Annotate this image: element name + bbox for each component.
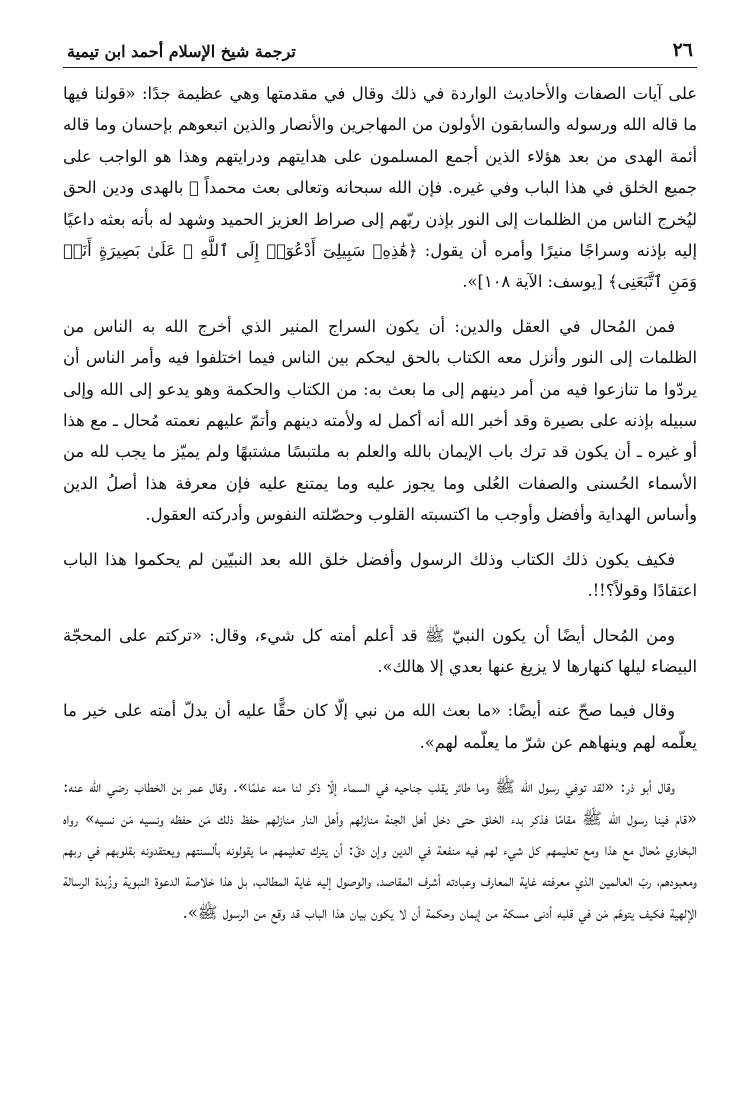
running-header: [63, 32, 697, 68]
paragraph-4: ومن المُحال أيضًا أن يكون النبيّ ﷺ قد أعلم أمته كل شيء، وقال: «تركتم على المحجّة البيضاء ليلها كنهارها لا يزيغ عنها بعدي إلا هالك».: [63, 625, 697, 676]
book-title: ترجمة شيخ الإسلام أحمد ابن تيمية: [67, 42, 296, 61]
paragraph-3: فكيف يكون ذلك الكتاب وذلك الرسول وأفضل خلق الله بعد النبيّين لم يحكموا هذا الباب اعتقادًا وقولاً؟!!.: [63, 549, 697, 601]
body-text: [63, 78, 697, 928]
paragraph-1: على آيات الصفات والأحاديث الواردة في ذلك وقال في مقدمتها وهي عظيمة جدًا: «قولنا فيها ما قاله الله ورسوله والسابقون الأولون من المهاجرين والأنصار والذين اتبعوهم بإحسان وما قاله أئمة الهدى من بعد هؤلاء الذين أجمع المسلمون على هدايتهم ودرايتهم وهذا هو الواجب على جميع الخلق في هذا الباب وفي غيره. فإن الله سبحانه وتعالى بعث محمداً ﷺ بالهدى ودين الحق ليُخرج الناس من الظلمات إلى النور بإذن ربّهم إلى صراط العزيز الحميد وشهد له بأنه بعثه داعيًا إليه بإذنه وسراجًا منيرًا وأمره أن يقول: ﴿هَٰذِهِۦ سَبِيلِىٓ أَدْعُوٓا۟ إِلَى ٱللَّهِ ۚ عَلَىٰ بَصِيرَةٍ أَنَا۠ وَمَنِ ٱتَّبَعَنِى﴾ [يوسف: الآية ١٠٨]».: [63, 84, 697, 292]
paragraph-5: وقال فيما صحّ عنه أيضًا: «ما بعث الله من نبي إلّا كان حقًّا عليه أن يدلّ أمته على خير ما يعلّمه لهم وينهاهم عن شرّ ما يعلّمه لهم».: [63, 701, 697, 752]
paragraph-2: فمن المُحال في العقل والدين: أن يكون السراج المنير الذي أخرج الله به الناس من الظلمات إلى النور وأنزل معه الكتاب بالحق ليحكم بين الناس فيما اختلفوا فيه وأمر الناس أن يردّوا ما تنازعوا فيه من أمر دينهم إلى ما بعث به: من الكتاب والحكمة وهو يدعو إلى الله وإلى سبيله بإذنه على بصيرة وقد أخبر الله أنه أكمل له ولأمته دينهم وأتمّ عليهم نعمته مُحال ـ مع هذا أو غيره ـ أن يكون قد ترك باب الإيمان بالله والعلم به ملتبسًا مشتبهًا ولم يميّز ما يجب لله من الأسماء الحُسنى والصفات العُلى وما يجوز عليه وما يمتنع عليه فإن معرفة هذا أصلُ الدين وأساس الهداية وأفضل وأوجب ما اكتسبته القلوب وحصّلته النفوس وأدركته العقول.: [63, 316, 697, 525]
paragraph-6: وقال أبو ذر: «لقد توفي رسول الله ﷺ وما طائر يقلب جناحيه في السماء إلّا ذكر لنا منه علمًا». وقال عمر بن الخطاب رضي الله عنه: «قام فينا رسول الله ﷺ مقامًا فذكر بدء الخلق حتى دخل أهل الجنة منازلهم وأهل النار منازلهم حفظ ذلك مَن حفظه ونسيه مَن نسيه» رواه البخاري مُحال مع هذا ومع تعليمهم كل شيء لهم فيه منفعة في الدين وإن دقّ: أن يترك تعليمهم ما يقولونه بألسنتهم ويعتقدونه بقلوبهم في ربهم ومعبودهم، ربّ العالمين الذي معرفته غاية المعارف وعبادته أشرف المقاصد، والوصول إليه غاية المطالب، بل هذا خلاصة الدعوة النبوية وزُبدة الرسالة الإلهية فكيف يتوهّم مَن في قلبه أدنى مسكة من إيمان وحكمة أن لا يكون بيان هذا الباب قد وقع من الرسول ﷺ».: [63, 777, 697, 922]
page-number: ٢٦: [672, 39, 693, 61]
